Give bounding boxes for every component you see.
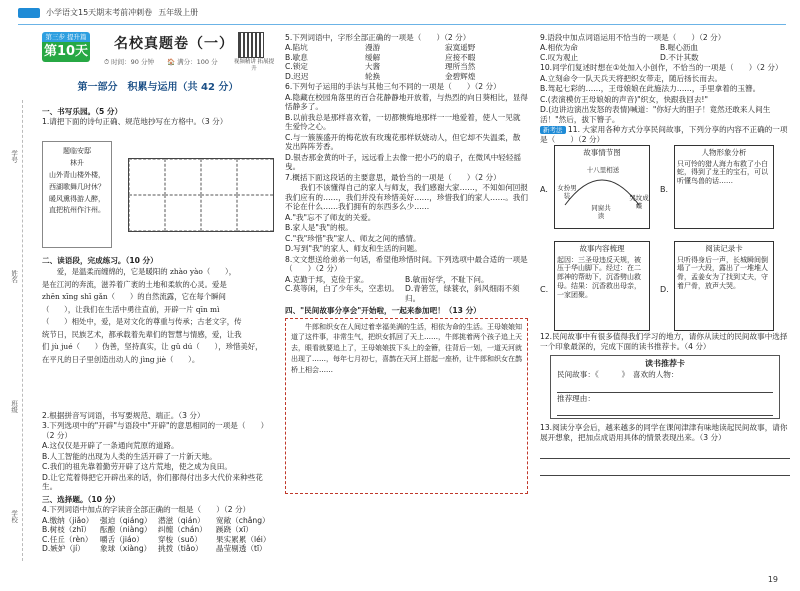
box-a-item-4: 哭坟成蝶 xyxy=(629,194,649,211)
q6-option-c[interactable]: C.与一簇簇盛开的梅花放有玫瑰花那样妖娆动人，但它却不失温柔，散发出阵阵芳香。 xyxy=(285,132,521,152)
poem-line-2: 西湖歌舞几时休？ xyxy=(49,182,105,191)
brand-logo xyxy=(18,8,40,18)
section-1 xyxy=(42,104,274,128)
section-2-questions xyxy=(42,410,274,554)
q7-option-d[interactable]: D.写到"我"的家人、师友和生活的问题。 xyxy=(285,244,422,254)
part-heading: 第一部分 积累与运用（共 42 分） xyxy=(77,82,239,93)
box-c-text: 起因：三圣母违反天规，被压于华山脚下。经过：在二郎神的帮助下，沉香劈山救母。结果：沉香救出母亲，一家团聚。 xyxy=(557,255,641,299)
recommend-card xyxy=(550,355,780,419)
q7-passage: 我们不该懂得自己的家人与师友，我们感谢大家……，不知如何回报我们应有的……，我们并没有珍惜美好……，珍惜我们的家人……。我们不论在什么……我们拥有的东西多么少…… xyxy=(285,183,528,212)
card-line-1[interactable]: 民间故事：《 》 喜欢的人物： xyxy=(557,370,679,380)
box-c-title: 故事内容梳理 xyxy=(579,244,625,254)
q4-option-a[interactable]: A.缴纳（jiǎo） 强迫（qiáng） 潜滋（qián） 宽敞（chǎng） xyxy=(42,515,270,525)
box-a-item-3: 同窗共读 xyxy=(591,204,611,221)
binding-line xyxy=(22,100,23,561)
passage xyxy=(42,266,274,367)
day-tag-day: 第10天 xyxy=(42,42,90,62)
brand-text: 小学语文15天期末考前冲刺卷 xyxy=(46,8,153,17)
passage-line: 是在江河的奔流，滋养着广袤的土地和柔软的心灵。爱是 xyxy=(42,279,227,289)
q10-option-b[interactable]: B.驾起七彩的……，王母娘娘在此施法力……，手里拿着的玉簪。 xyxy=(540,84,761,94)
box-d-title: 阅读记录卡 xyxy=(705,244,743,254)
answer-line[interactable] xyxy=(540,469,790,476)
column-middle xyxy=(285,32,528,494)
q5-option-d[interactable]: D.迟迟 轮换 金碧辉煌 xyxy=(285,71,476,81)
option-d-label[interactable]: D. xyxy=(660,285,669,295)
poem-box xyxy=(42,141,112,248)
new-format-tag: 新考法 xyxy=(540,126,566,134)
question-6: 6.下列句子运用的手法与其他三句不同的一项是（ ）（2 分） xyxy=(285,82,501,92)
q4-option-c[interactable]: C.任丘（rèn） 嚼舌（jiáo） 穿梭（suō） 果实累累（léi） xyxy=(42,534,271,544)
day-tag xyxy=(42,32,90,74)
passage-line: 爱，是温柔而缠绵的，它是暖阳的 zhào yào（ ）， xyxy=(42,267,237,276)
q5-option-a[interactable]: A.陷坑 漫游 寂寞遥野 xyxy=(285,43,476,53)
answer-line[interactable] xyxy=(540,452,790,459)
question-12: 12.民间故事中有很多值得我们学习的地方，请你从读过的民间故事中选择一个印象最深的，完成下面的读书推荐卡。（4 分） xyxy=(540,332,788,351)
exam-meta: ⏱ 时间：90 分钟 🏠 满分：100 分 xyxy=(104,58,218,66)
question-1: 1.请把下面的诗句正确、规范地抄写在方格中。（3 分） xyxy=(42,117,228,127)
box-c xyxy=(554,241,650,331)
grade-text: 五年级上册 xyxy=(158,8,199,17)
q10-option-a[interactable]: A.立刻命令一队天兵天将把织女带走，随后扬长而去。 xyxy=(540,73,723,83)
q4-option-d[interactable]: D.嫉妒（jí） 象球（xiàng） 挑拨（tiǎo） 晶莹剔透（tī） xyxy=(42,544,267,554)
question-3: 3.下列选项中的"开辟"与语段中"开辟"的意思相同的一项是（ ）（2 分） xyxy=(42,421,269,440)
question-5: 5.下列词语中，字形全部正确的一项是（ ）（2 分） xyxy=(285,33,471,42)
q8-options-ab[interactable]: A.克勤于邦，克俭于家。 B.敏而好学，不耻下问。 xyxy=(285,274,489,284)
q6-option-b[interactable]: B.以前我总是那样喜欢着，一切都懊悔地那样一一地爱着，使人一见就生爱怜之心。 xyxy=(285,112,521,132)
section-4-heading: 四、"民间故事分享会"开始啦，一起来参加吧！（13 分） xyxy=(285,306,481,316)
poem-line-3: 暖风熏得游人醉， xyxy=(49,194,105,203)
passage-line: 统节日，民族艺术，都承载着先辈们的智慧与情感，爱，让我 xyxy=(42,329,242,339)
box-d-text: 只听得身后一声，长城瞬间倒塌了一大段，露出了一堆堆人骨，孟姜女为了找到丈夫，守着尸骨，放声大哭。 xyxy=(677,255,768,290)
question-10: 10.同学们复述时想在①处加入小创作，不恰当的一项是（ ）（2 分） xyxy=(540,63,783,73)
side-label-student-id: 学号 xyxy=(10,150,19,163)
passage-line: （ ）相处中，爱，是对文化的尊重与传承；古老文字，传 xyxy=(42,317,242,327)
option-b-label[interactable]: B. xyxy=(660,185,669,195)
side-label-school: 学校 xyxy=(10,510,19,523)
q6-option-a[interactable]: A.隐藏在校园角落里的百合花静静地开放着，与热烈的向日葵相比，显得恬静多了。 xyxy=(285,92,528,112)
question-4: 4.下列词语中加点的字读音全部正确的一组是（ ）（2 分） xyxy=(42,505,251,515)
q11-boxes xyxy=(540,145,790,331)
story-text: 牛郎和织女在人间过着幸福美满的生活，相依为命的生活。王母娘娘知道了这件事，非常生气，把织女抓回了天上……，牛郎挑着两个孩子追上天去，眼看就要追上了，王母娘娘拔下头上的金簪，往背后一划，一道天河就出现了……，每年七月初七，喜鹊在天河上搭起一座桥，让牛郎和织女在鹊桥上相会…… xyxy=(291,322,522,374)
passage-line: （ ），让我们在生活中勇往直前，开辟一片 qīn mì xyxy=(42,304,220,314)
box-b-title: 人物形象分析 xyxy=(701,148,747,158)
poem-line-4: 直把杭州作汴州。 xyxy=(49,206,105,215)
box-b xyxy=(674,145,774,229)
passage-line: zhēn xīng shī gǎn（ ）的自然流露，它在每个瞬间 xyxy=(42,292,226,302)
box-a-item-2: 女扮男装 xyxy=(557,184,577,201)
q5-option-c[interactable]: C.锁定 大酱 理所当然 xyxy=(285,62,476,72)
question-7: 7.概括下面这段话的主要意思，最恰当的一项是（ ）（2 分） xyxy=(285,172,501,182)
q10-option-c[interactable]: C.(表演模仿王母娘娘的声音)"织女，快跟我回去!" xyxy=(540,94,708,104)
question-11: 新考法 11. 大家用各种方式分享民间故事，下列分享的内容不正确的一项是（ ）（2 分） xyxy=(540,125,788,144)
side-label-class: 班级 xyxy=(10,400,19,413)
question-13: 13.阅读分享会后，越来越多的同学在课间津津有味地读起民间故事，请你展开想象，把加点成语用具体的情景表现出来。（3 分） xyxy=(540,423,788,442)
question-2: 2.根据拼音写词语，书写要规范、端正。（3 分） xyxy=(42,411,205,420)
section-3-heading: 三、选择题。（10 分） xyxy=(42,494,120,504)
section-2-heading-wrap xyxy=(42,253,158,265)
q3-option-b[interactable]: B.人工智能的出现为人类的生活开辟了一片新天地。 xyxy=(42,451,217,461)
option-c-label[interactable]: C. xyxy=(540,285,549,295)
card-title: 读书推荐卡 xyxy=(645,359,685,369)
day-tag-step: 第三步 提升篇 xyxy=(42,32,90,42)
qr-caption: 视频精讲 拓展提升 xyxy=(233,59,275,72)
q4-option-b[interactable]: B.树枝（zhī） 酝酿（niàng） 纠缠（chán） 蹊跷（xī） xyxy=(42,525,253,535)
q7-option-a[interactable]: A."我"忘不了师友的关爱。 xyxy=(285,212,376,222)
poem-line-1: 山外青山楼外楼， xyxy=(49,170,105,179)
q9-options-cd[interactable]: C.叹为观止 D.不计其数 xyxy=(540,52,699,62)
box-a-item-1: 十八里相送 xyxy=(586,166,620,175)
q8-options-cd[interactable]: C.莫等闲，白了少年头，空悲切。 D.青箬笠，绿蓑衣，斜风细雨不须归。 xyxy=(285,284,520,303)
q9-options-ab[interactable]: A.相依为命 B.喔心沥血 xyxy=(540,43,698,53)
poem-title: 题临安邸 xyxy=(63,147,91,155)
story-box xyxy=(285,318,528,494)
side-label-name: 姓名 xyxy=(10,270,19,283)
writing-grid[interactable] xyxy=(128,158,274,232)
q5-option-b[interactable]: B.歇息 缓解 应接不暇 xyxy=(285,52,476,62)
question-9: 9.语段中加点词语运用不恰当的一项是（ ）（2 分） xyxy=(540,33,726,42)
page-title: 名校真题卷（一） xyxy=(114,36,234,52)
option-a-label[interactable]: A. xyxy=(540,185,548,195)
box-b-text: 只可怜的猎人海力布救了小白蛇，得到了龙王的宝石，可以听懂鸟兽的话…… xyxy=(677,159,768,186)
column-right xyxy=(540,32,790,476)
q3-option-a[interactable]: A.这仅仅是开辟了一条通向荒原的道路。 xyxy=(42,441,179,451)
question-8: 8.文文想送给弟弟一句话，希望他珍惜时间。下列选项中最合适的一项是（ ）（2 分） xyxy=(285,254,528,274)
passage-line: 在平凡的日子里创造出动人的 jìng jiè（ ）。 xyxy=(42,355,200,365)
qr-code-icon[interactable] xyxy=(238,32,264,58)
answer-line[interactable] xyxy=(557,386,773,393)
q6-option-d[interactable]: D.银杏那金黄的叶子，远远看上去像一把小巧的扇子，在微风中轻轻摇曳。 xyxy=(285,152,522,172)
q7-option-b[interactable]: B.家人是"我"的根。 xyxy=(285,223,353,233)
section-1-heading: 一、书写乐园。（5 分） xyxy=(42,107,123,116)
q7-option-c[interactable]: C."我"珍惜"我"家人、师友之间的感情。 xyxy=(285,233,421,243)
box-d xyxy=(674,241,774,331)
poem-author: 林升 xyxy=(70,158,84,167)
q10-option-d[interactable]: D.(边讲边演出发怒的表情)喊道："你好大的胆子！竟然还敢来人间生活！"然后，拔下簪子。 xyxy=(540,105,771,124)
header-rule xyxy=(18,24,786,25)
section-2-heading: 二、读语段，完成练习。（10 分） xyxy=(42,256,158,265)
card-line-2[interactable]: 推荐理由： xyxy=(557,393,595,403)
box-a-title: 故事情节图 xyxy=(583,148,621,158)
q3-option-d[interactable]: D.让它荒着得把它开辟出来的话，你们都得付出多大代价来种些花生。 xyxy=(42,472,263,492)
answer-line[interactable] xyxy=(557,409,773,416)
header xyxy=(18,4,198,22)
q3-option-c[interactable]: C.我们的祖先靠着勤劳开辟了这片荒地，使之成为良田。 xyxy=(42,462,232,472)
box-a xyxy=(554,145,650,229)
page-number: 19 xyxy=(767,575,778,584)
passage-line: 们 jù jué（ ）伪善，坚持真实，让 gǔ dú（ ），珍惜美好， xyxy=(42,342,263,352)
